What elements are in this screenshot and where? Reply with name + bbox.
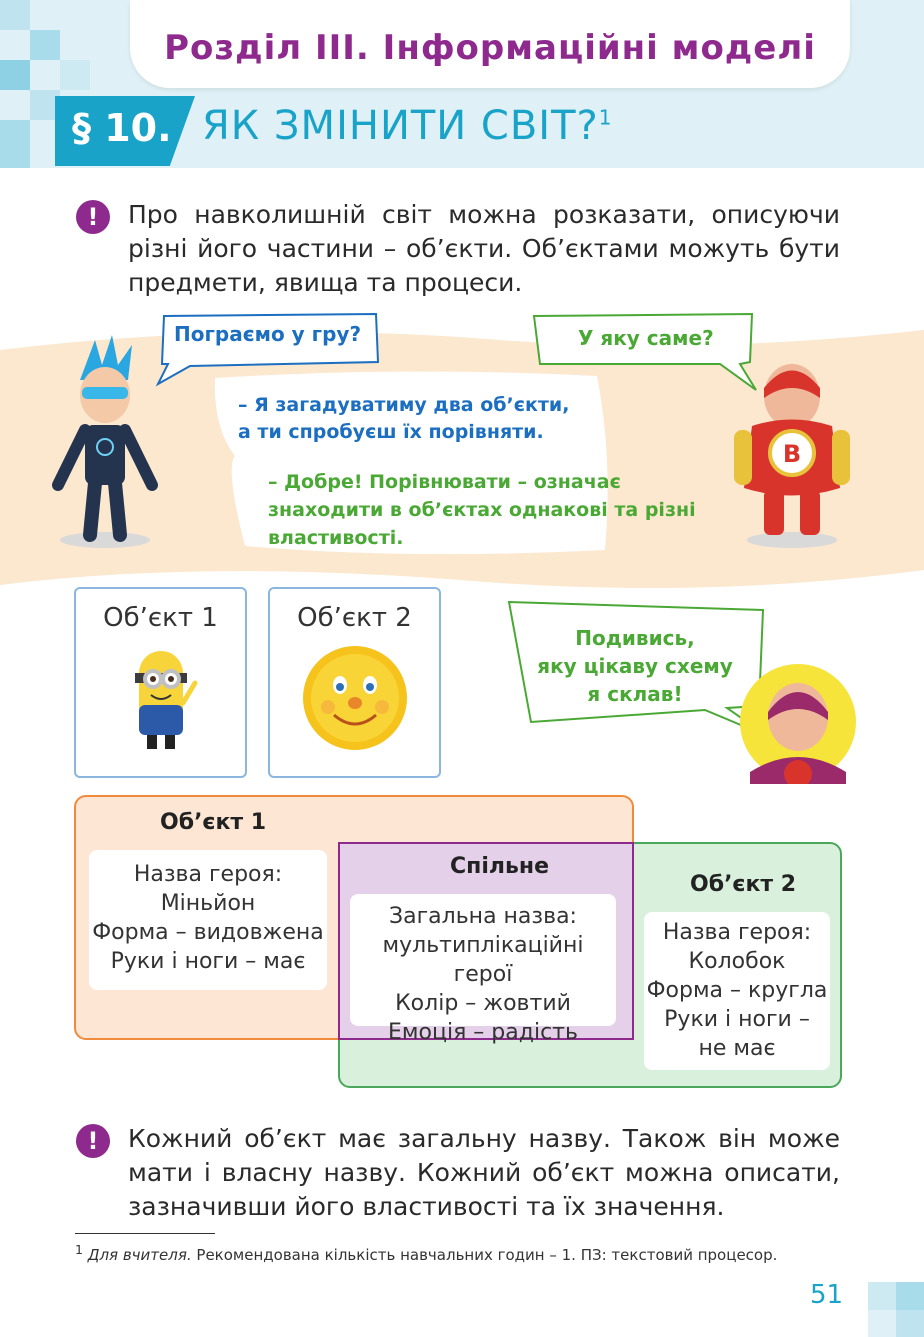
scheme-text: я склав! xyxy=(587,682,683,706)
object-card-2 xyxy=(268,587,441,778)
intro-paragraph: Про навколишній світ можна розказати, описуючи різні його частини – об’єкти. Об’єктами можуть бути предмети, явища та процеси. xyxy=(128,200,840,297)
venn-right-title: Об’єкт 2 xyxy=(690,872,797,897)
object-2-label: Об’єкт 2 xyxy=(297,603,412,633)
venn-line: Колір – жовтий xyxy=(395,991,571,1016)
scheme-bubble-text xyxy=(530,624,740,708)
scheme-text: Подивись, xyxy=(575,626,695,650)
venn-line: Назва героя: xyxy=(133,862,283,887)
footnote-label: Для вчителя. xyxy=(87,1246,192,1264)
dialog-text: властивості. xyxy=(268,527,404,549)
venn-line: Руки і ноги – xyxy=(664,1007,810,1032)
venn-line: не має xyxy=(698,1036,776,1061)
minion-icon xyxy=(121,643,201,753)
venn-middle-text xyxy=(350,894,616,1045)
pixel-decoration-bottom xyxy=(868,1282,924,1337)
footnote xyxy=(75,1242,777,1264)
venn-line: Руки і ноги – має xyxy=(110,949,306,974)
kolobok-icon xyxy=(300,643,410,753)
object-1-label: Об’єкт 1 xyxy=(103,603,218,633)
footnote-divider xyxy=(75,1233,215,1234)
dialog-text: знаходити в об’єктах однакові та різні xyxy=(268,499,696,521)
venn-line: Форма – видовжена xyxy=(92,920,324,945)
scheme-text: яку цікаву схему xyxy=(537,654,733,678)
venn-line: Колобок xyxy=(688,949,786,974)
venn-right-text xyxy=(644,912,830,1070)
exclamation-icon: ! xyxy=(76,200,110,234)
footnote-mark: 1 xyxy=(598,105,613,130)
section-title xyxy=(202,103,613,149)
dialog-text: – Я загадуватиму два об’єкти, xyxy=(238,394,570,416)
dialog-line-1 xyxy=(238,392,569,446)
venn-line: Загальна назва: xyxy=(389,904,577,929)
summary-paragraph: Кожний об’єкт має загальну назву. Також він може мати і власну назву. Кожний об’єкт можна описати, зазначивши його властивості та їх значення. xyxy=(128,1124,840,1221)
venn-line: Назва героя: xyxy=(662,920,812,945)
venn-left-text xyxy=(89,850,327,990)
hero-badge-letter: B xyxy=(782,440,802,468)
dialog-line-2 xyxy=(268,468,696,552)
page-number: 51 xyxy=(810,1280,844,1310)
venn-line: Форма – кругла xyxy=(646,978,828,1003)
dialog-text: – Добре! Порівнювати – означає xyxy=(268,471,621,493)
venn-line: Емоція – радість xyxy=(388,1020,578,1045)
venn-left-title: Об’єкт 1 xyxy=(160,810,267,835)
venn-line: Міньйон xyxy=(160,891,256,916)
bubble-left-text: Пограємо у гру? xyxy=(174,322,362,346)
exclamation-icon: ! xyxy=(76,1124,110,1158)
section-number: § 10. xyxy=(72,106,172,150)
section-title-text: ЯК ЗМІНИТИ СВІТ? xyxy=(202,103,599,149)
superhero-portrait-icon xyxy=(738,662,858,784)
chapter-title: Розділ III. Інформаційні моделі xyxy=(164,28,816,68)
venn-line: мультиплікаційні герої xyxy=(382,933,584,987)
footnote-text: Рекомендована кількість навчальних годин – 1. ПЗ: текстовий процесор. xyxy=(191,1246,778,1264)
dialog-text: а ти спробуєш їх порівняти. xyxy=(238,421,544,443)
object-card-1 xyxy=(74,587,247,778)
venn-middle-title: Спільне xyxy=(450,854,550,879)
footnote-mark: 1 xyxy=(75,1242,83,1257)
bubble-right-text: У яку саме? xyxy=(578,326,714,350)
superhero-character-icon xyxy=(722,358,862,548)
